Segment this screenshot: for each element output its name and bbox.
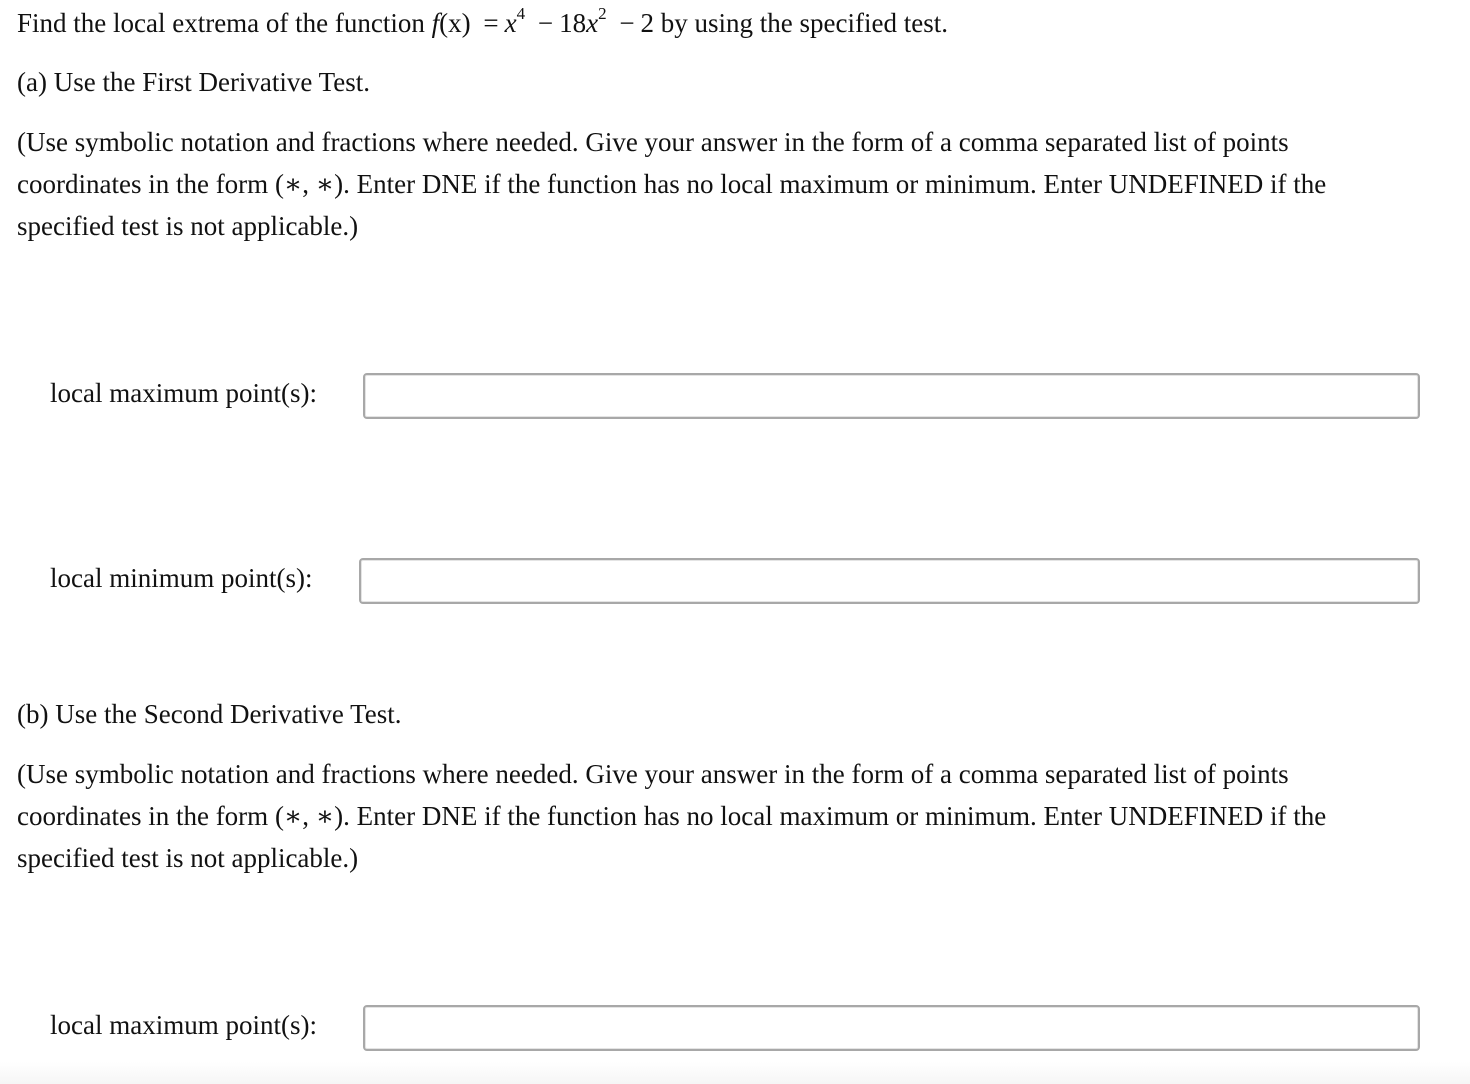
part-b-instructions-line-2 [17,795,1447,837]
term2-base: x [586,8,599,38]
minus-sign-2: − [619,8,635,38]
part-a-instructions-line-3: specified test is not applicable.) [17,211,359,241]
part-b-point-format: (∗, ∗) [274,801,344,831]
part-a-local-max-label: local maximum point(s): [50,378,317,408]
part-a-instr-2c: . Enter DNE if the function has no local maximum or minimum. Enter UNDEFINED if the [343,169,1327,199]
term2-coefficient: 18 [559,8,587,38]
part-b-instructions-line-3: specified test is not applicable.) [17,843,359,873]
part-b-local-max-input[interactable] [363,1005,1420,1051]
part-a-heading: (a) Use the First Derivative Test. [17,67,371,97]
part-b-instructions-line-1: (Use symbolic notation and fractions where needed. Give your answer in the form of a comma separated list of points [17,759,1289,789]
part-b-heading: (b) Use the Second Derivative Test. [17,699,402,729]
part-a-local-min-label: local minimum point(s): [50,563,313,593]
part-a-instructions-line-1: (Use symbolic notation and fractions where needed. Give your answer in the form of a comma separated list of points [17,127,1289,157]
term2-exponent: 2 [598,4,607,23]
question-text [17,4,948,39]
part-a-local-max-input[interactable] [363,373,1420,419]
part-a-instructions-line-2 [17,163,1447,205]
term1-base: x [504,8,517,38]
minus-sign-1: − [537,8,554,38]
question-outro: by using the specified test. [660,8,948,38]
term3-constant: 2 [640,8,655,38]
equals-sign: = [483,8,499,38]
function-arg: (x) [439,8,471,38]
term1-exponent: 4 [516,4,526,23]
bottom-edge [0,1062,1470,1084]
part-b-instructions [17,753,1447,879]
part-a-instructions [17,121,1447,247]
part-b-instr-2c: . Enter DNE if the function has no local maximum or minimum. Enter UNDEFINED if the [343,801,1327,831]
function-name: f [431,8,440,38]
part-b-instr-2a: coordinates in the form [17,801,269,831]
part-a-point-format: (∗, ∗) [274,169,344,199]
part-a-local-min-input[interactable] [359,558,1420,604]
question-intro: Find the local extrema of the function [17,8,425,38]
part-b-local-max-label: local maximum point(s): [50,1010,317,1040]
part-a-instr-2a: coordinates in the form [17,169,269,199]
